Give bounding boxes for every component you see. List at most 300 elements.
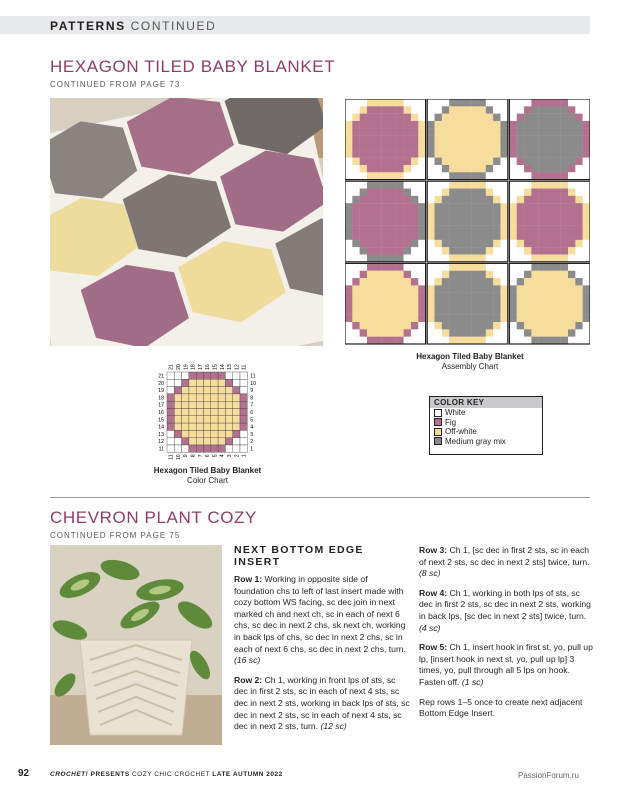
assembly-cell — [418, 254, 425, 261]
assembly-cell — [427, 143, 434, 150]
color-chart-cell — [240, 387, 247, 394]
assembly-cell — [389, 150, 396, 157]
assembly-cell — [360, 232, 367, 239]
color-chart-cell — [189, 438, 196, 445]
assembly-cell — [427, 172, 434, 179]
assembly-cell — [500, 172, 507, 179]
assembly-cell — [464, 315, 471, 322]
assembly-cell — [360, 315, 367, 322]
assembly-cell — [427, 225, 434, 232]
color-chart-cell — [211, 401, 218, 408]
assembly-cell — [464, 181, 471, 188]
assembly-cell — [411, 315, 418, 322]
assembly-cell — [524, 300, 531, 307]
assembly-cell — [531, 128, 538, 135]
assembly-cell — [517, 300, 524, 307]
assembly-cell — [360, 196, 367, 203]
assembly-cell — [478, 322, 485, 329]
assembly-cell — [500, 150, 507, 157]
assembly-cell — [442, 203, 449, 210]
assembly-cell — [553, 150, 560, 157]
assembly-cell — [404, 285, 411, 292]
col-number-top: 21 — [168, 364, 175, 370]
col-number-bottom: 2 — [234, 454, 241, 458]
next-bottom-edge-insert-heading: NEXT BOTTOM EDGE INSERT — [234, 544, 364, 568]
assembly-cell — [367, 322, 374, 329]
col-number-top: 18 — [190, 364, 197, 370]
assembly-cell — [411, 189, 418, 196]
color-chart-cell — [174, 379, 181, 386]
color-chart-cell — [218, 409, 225, 416]
assembly-cell — [404, 211, 411, 218]
assembly-cell — [457, 240, 464, 247]
assembly-cell — [367, 285, 374, 292]
assembly-cell — [396, 285, 403, 292]
assembly-cell — [360, 203, 367, 210]
assembly-cell — [553, 307, 560, 314]
assembly-cell — [418, 128, 425, 135]
assembly-cell — [509, 240, 516, 247]
assembly-cell — [382, 247, 389, 254]
assembly-cell — [517, 106, 524, 113]
assembly-cell — [449, 247, 456, 254]
assembly-cell — [531, 271, 538, 278]
color-chart-cell — [189, 394, 196, 401]
color-chart-cell — [218, 430, 225, 437]
assembly-cell — [345, 121, 352, 128]
assembly-cell — [471, 240, 478, 247]
row-5-instruction: Row 5: Ch 1, insert hook in first st, yo, pull up lp, [insert hook in next st, yo, pull up lp] 3 times, yo, pull through all 5 lps on hook. Fasten off. (1 sc) — [419, 642, 593, 687]
assembly-cell — [464, 278, 471, 285]
assembly-cell — [427, 196, 434, 203]
assembly-cell — [539, 337, 546, 344]
assembly-cell — [442, 196, 449, 203]
assembly-cell — [493, 322, 500, 329]
assembly-cell — [539, 247, 546, 254]
assembly-cell — [360, 189, 367, 196]
assembly-cell — [546, 136, 553, 143]
assembly-cell — [382, 293, 389, 300]
color-chart-cell — [240, 379, 247, 386]
assembly-cell — [352, 128, 359, 135]
assembly-cell — [427, 136, 434, 143]
assembly-cell — [531, 285, 538, 292]
assembly-cell — [464, 225, 471, 232]
assembly-cell — [575, 121, 582, 128]
assembly-cell — [442, 99, 449, 106]
assembly-cell — [435, 106, 442, 113]
color-chart-cell — [211, 423, 218, 430]
assembly-cell — [382, 143, 389, 150]
assembly-cell — [478, 143, 485, 150]
assembly-cell — [411, 263, 418, 270]
assembly-cell — [360, 121, 367, 128]
assembly-cell — [517, 114, 524, 121]
fig-swatch — [434, 418, 442, 426]
assembly-cell — [345, 128, 352, 135]
assembly-cell — [553, 128, 560, 135]
assembly-cell — [382, 128, 389, 135]
assembly-cell — [493, 121, 500, 128]
col-number-bottom: 4 — [219, 454, 226, 458]
assembly-cell — [382, 300, 389, 307]
assembly-cell — [389, 172, 396, 179]
assembly-cell — [360, 322, 367, 329]
assembly-cell — [396, 293, 403, 300]
assembly-cell — [478, 225, 485, 232]
assembly-cell — [382, 181, 389, 188]
assembly-cell — [435, 278, 442, 285]
assembly-cell — [352, 99, 359, 106]
assembly-cell — [404, 165, 411, 172]
assembly-cell — [457, 114, 464, 121]
color-chart-cell — [240, 416, 247, 423]
assembly-cell — [471, 196, 478, 203]
color-chart-cell — [211, 409, 218, 416]
assembly-cell — [471, 203, 478, 210]
assembly-cell — [524, 240, 531, 247]
assembly-cell — [561, 278, 568, 285]
color-chart-cell — [225, 387, 232, 394]
assembly-cell — [404, 172, 411, 179]
assembly-cell — [546, 240, 553, 247]
assembly-cell — [367, 99, 374, 106]
assembly-cell — [517, 211, 524, 218]
assembly-cell — [404, 114, 411, 121]
color-chart-cell — [240, 438, 247, 445]
assembly-cell — [360, 271, 367, 278]
assembly-cell — [345, 150, 352, 157]
assembly-cell — [404, 158, 411, 165]
assembly-cell — [396, 247, 403, 254]
assembly-cell — [524, 203, 531, 210]
assembly-cell — [509, 121, 516, 128]
assembly-cell — [500, 196, 507, 203]
assembly-cell — [374, 315, 381, 322]
color-chart-cell — [225, 416, 232, 423]
assembly-cell — [486, 165, 493, 172]
assembly-cell — [442, 285, 449, 292]
assembly-cell — [367, 271, 374, 278]
assembly-cell — [509, 254, 516, 261]
assembly-cell — [561, 181, 568, 188]
assembly-cell — [517, 121, 524, 128]
row-2-instruction: Row 2: Ch 1, working in front lps of sts, sc dec in first 2 sts, sc in each of next 4 sts, sc dec in next 2 sts, working in back lps of sts, sc dec in next 2 sts, sc in each of next 4 sts, sc dec in next 2 sts, turn. (12 sc) — [234, 674, 410, 732]
assembly-cell — [389, 218, 396, 225]
assembly-cell — [478, 189, 485, 196]
assembly-cell — [418, 240, 425, 247]
assembly-cell — [396, 150, 403, 157]
hexagon-blanket-subtitle: CONTINUED FROM PAGE 73 — [50, 80, 181, 89]
assembly-cell — [464, 203, 471, 210]
color-chart-cell — [211, 387, 218, 394]
assembly-cell — [471, 329, 478, 336]
assembly-cell — [418, 315, 425, 322]
assembly-cell — [457, 211, 464, 218]
assembly-cell — [345, 300, 352, 307]
assembly-cell — [464, 337, 471, 344]
assembly-cell — [404, 136, 411, 143]
assembly-cell — [360, 337, 367, 344]
assembly-cell — [464, 300, 471, 307]
assembly-cell — [575, 114, 582, 121]
assembly-cell — [517, 247, 524, 254]
assembly-cell — [396, 300, 403, 307]
color-chart-cell — [218, 445, 225, 452]
assembly-cell — [539, 285, 546, 292]
assembly-cell — [464, 128, 471, 135]
assembly-cell — [464, 158, 471, 165]
assembly-cell — [493, 218, 500, 225]
assembly-cell — [486, 263, 493, 270]
color-chart-cell — [225, 372, 232, 379]
assembly-cell — [575, 128, 582, 135]
assembly-cell — [493, 337, 500, 344]
color-key-item: Fig — [430, 418, 542, 428]
assembly-cell — [500, 278, 507, 285]
assembly-cell — [374, 121, 381, 128]
assembly-cell — [583, 293, 590, 300]
col-number-bottom: 10 — [175, 454, 182, 461]
assembly-cell — [382, 278, 389, 285]
assembly-cell — [389, 181, 396, 188]
col-number-bottom: 3 — [227, 454, 234, 458]
assembly-cell — [411, 196, 418, 203]
assembly-cell — [374, 322, 381, 329]
color-chart-cell — [225, 379, 232, 386]
color-chart-cell — [233, 416, 240, 423]
assembly-cell — [435, 315, 442, 322]
assembly-cell — [509, 285, 516, 292]
assembly-cell — [493, 165, 500, 172]
assembly-cell — [539, 158, 546, 165]
assembly-cell — [360, 240, 367, 247]
assembly-cell — [575, 271, 582, 278]
assembly-cell — [411, 114, 418, 121]
assembly-cell — [411, 247, 418, 254]
assembly-cell — [345, 285, 352, 292]
assembly-cell — [427, 218, 434, 225]
assembly-cell — [561, 271, 568, 278]
assembly-cell — [500, 247, 507, 254]
assembly-cell — [411, 329, 418, 336]
assembly-cell — [382, 322, 389, 329]
assembly-cell — [561, 203, 568, 210]
row-number-right: 11 — [250, 373, 256, 380]
assembly-cell — [478, 337, 485, 344]
assembly-cell — [524, 150, 531, 157]
assembly-cell — [553, 172, 560, 179]
assembly-cell — [442, 158, 449, 165]
assembly-cell — [427, 285, 434, 292]
assembly-cell — [493, 247, 500, 254]
assembly-cell — [478, 121, 485, 128]
assembly-cell — [442, 189, 449, 196]
assembly-cell — [486, 315, 493, 322]
gray-swatch — [434, 437, 442, 445]
assembly-cell — [486, 203, 493, 210]
assembly-cell — [486, 322, 493, 329]
assembly-cell — [442, 150, 449, 157]
assembly-cell — [553, 293, 560, 300]
assembly-cell — [509, 247, 516, 254]
assembly-cell — [583, 240, 590, 247]
assembly-cell — [352, 196, 359, 203]
assembly-cell — [352, 189, 359, 196]
hexagon-blanket-title: HEXAGON TILED BABY BLANKET — [50, 57, 336, 76]
color-chart-cell — [218, 372, 225, 379]
assembly-cell — [568, 254, 575, 261]
assembly-cell — [509, 196, 516, 203]
assembly-cell — [464, 121, 471, 128]
assembly-cell — [457, 218, 464, 225]
assembly-cell — [411, 322, 418, 329]
assembly-cell — [509, 128, 516, 135]
assembly-cell — [524, 128, 531, 135]
assembly-cell — [418, 307, 425, 314]
assembly-cell — [449, 203, 456, 210]
assembly-cell — [568, 150, 575, 157]
color-chart-cell — [233, 401, 240, 408]
color-chart-cell — [233, 387, 240, 394]
assembly-cell — [367, 211, 374, 218]
color-chart-cell — [240, 372, 247, 379]
assembly-cell — [531, 196, 538, 203]
assembly-cell — [500, 300, 507, 307]
assembly-cell — [575, 196, 582, 203]
assembly-cell — [493, 143, 500, 150]
assembly-cell — [464, 307, 471, 314]
row-number-left: 19 — [158, 388, 164, 395]
assembly-cell — [449, 307, 456, 314]
assembly-cell — [539, 150, 546, 157]
assembly-cell — [382, 315, 389, 322]
assembly-cell — [583, 218, 590, 225]
assembly-cell — [486, 300, 493, 307]
assembly-cell — [418, 247, 425, 254]
assembly-cell — [583, 285, 590, 292]
assembly-cell — [500, 285, 507, 292]
assembly-cell — [427, 254, 434, 261]
assembly-cell — [449, 300, 456, 307]
assembly-cell — [464, 218, 471, 225]
color-chart-cell — [240, 430, 247, 437]
assembly-cell — [486, 128, 493, 135]
assembly-cell — [418, 285, 425, 292]
assembly-cell — [411, 218, 418, 225]
assembly-cell — [546, 218, 553, 225]
assembly-cell — [493, 211, 500, 218]
assembly-cell — [418, 329, 425, 336]
assembly-cell — [360, 285, 367, 292]
assembly-cell — [360, 211, 367, 218]
assembly-cell — [367, 254, 374, 261]
color-chart-cell — [167, 423, 174, 430]
assembly-cell — [493, 307, 500, 314]
assembly-cell — [389, 128, 396, 135]
assembly-cell — [411, 150, 418, 157]
assembly-cell — [531, 203, 538, 210]
assembly-cell — [568, 322, 575, 329]
assembly-cell — [568, 196, 575, 203]
assembly-cell — [546, 329, 553, 336]
assembly-cell — [464, 114, 471, 121]
assembly-cell — [457, 172, 464, 179]
assembly-cell — [449, 143, 456, 150]
assembly-cell — [427, 271, 434, 278]
assembly-cell — [583, 300, 590, 307]
assembly-cell — [575, 293, 582, 300]
assembly-cell — [396, 232, 403, 239]
assembly-cell — [418, 106, 425, 113]
assembly-cell — [493, 172, 500, 179]
assembly-cell — [435, 293, 442, 300]
assembly-cell — [539, 271, 546, 278]
assembly-cell — [531, 322, 538, 329]
assembly-cell — [442, 211, 449, 218]
assembly-cell — [500, 337, 507, 344]
color-chart-cell — [211, 430, 218, 437]
assembly-cell — [561, 106, 568, 113]
assembly-cell — [404, 240, 411, 247]
assembly-cell — [345, 322, 352, 329]
assembly-cell — [500, 218, 507, 225]
assembly-cell — [517, 189, 524, 196]
assembly-cell — [449, 172, 456, 179]
col-number-top: 14 — [219, 364, 226, 370]
section-divider — [50, 497, 590, 498]
assembly-cell — [435, 337, 442, 344]
assembly-cell — [471, 293, 478, 300]
assembly-cell — [568, 121, 575, 128]
assembly-cell — [583, 136, 590, 143]
assembly-cell — [517, 240, 524, 247]
assembly-cell — [583, 114, 590, 121]
assembly-cell — [531, 329, 538, 336]
assembly-cell — [404, 337, 411, 344]
assembly-cell — [583, 211, 590, 218]
assembly-cell — [561, 128, 568, 135]
assembly-cell — [553, 285, 560, 292]
assembly-cell — [486, 121, 493, 128]
assembly-cell — [471, 322, 478, 329]
color-chart-cell — [189, 445, 196, 452]
color-chart-cell — [174, 438, 181, 445]
assembly-cell — [493, 158, 500, 165]
assembly-cell — [374, 181, 381, 188]
assembly-cell — [449, 211, 456, 218]
assembly-cell — [486, 218, 493, 225]
assembly-cell — [382, 165, 389, 172]
assembly-cell — [449, 240, 456, 247]
assembly-cell — [457, 293, 464, 300]
color-chart-cell — [218, 416, 225, 423]
assembly-cell — [457, 232, 464, 239]
assembly-cell — [478, 211, 485, 218]
assembly-cell — [367, 218, 374, 225]
assembly-cell — [345, 240, 352, 247]
blanket-photo — [50, 98, 323, 346]
assembly-cell — [583, 121, 590, 128]
color-chart-cell — [225, 409, 232, 416]
assembly-cell — [524, 196, 531, 203]
assembly-cell — [471, 143, 478, 150]
assembly-cell — [486, 99, 493, 106]
assembly-cell — [360, 136, 367, 143]
row-number-left: 16 — [158, 409, 164, 416]
assembly-cell — [539, 254, 546, 261]
assembly-cell — [345, 232, 352, 239]
